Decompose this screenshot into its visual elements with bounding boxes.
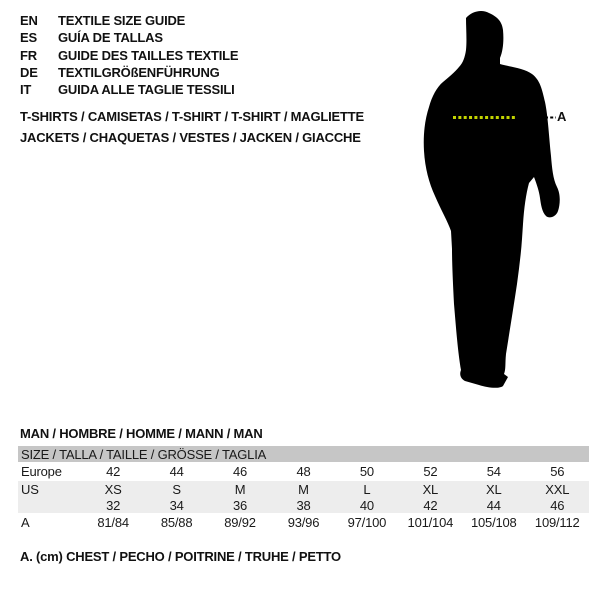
size-cell: 34 <box>145 497 208 513</box>
size-cell: XL <box>462 481 525 497</box>
man-silhouette-shape <box>424 11 560 388</box>
size-cell: 93/96 <box>272 513 335 532</box>
category-line-tshirts: T-SHIRTS / CAMISETAS / T-SHIRT / T-SHIRT / MAGLIETTE <box>20 109 364 124</box>
size-cell: 36 <box>208 497 271 513</box>
size-cell: 89/92 <box>208 513 271 532</box>
size-cell: 42 <box>399 497 462 513</box>
language-row <box>20 81 238 98</box>
row-label: Europe <box>18 462 81 481</box>
language-row <box>20 29 238 46</box>
man-silhouette <box>420 8 570 400</box>
size-cell: 46 <box>208 462 271 481</box>
language-code: DE <box>20 64 38 80</box>
size-cell: 44 <box>462 497 525 513</box>
size-cell: XS <box>81 481 144 497</box>
language-title: GUIDE DES TAILLES TEXTILE <box>58 47 239 63</box>
size-cell: 48 <box>272 462 335 481</box>
garment-categories <box>20 106 364 148</box>
size-cell: 40 <box>335 497 398 513</box>
language-row <box>20 12 238 29</box>
size-cell: XL <box>399 481 462 497</box>
size-cell: 56 <box>526 462 590 481</box>
language-code: FR <box>20 47 37 63</box>
size-cell: M <box>208 481 271 497</box>
measurement-footnote: A. (cm) CHEST / PECHO / POITRINE / TRUHE / PETTO <box>20 549 341 564</box>
size-table <box>18 446 589 532</box>
size-cell: 81/84 <box>81 513 144 532</box>
size-cell: 42 <box>81 462 144 481</box>
measurement-figure <box>420 8 600 400</box>
size-cell: 85/88 <box>145 513 208 532</box>
size-cell: 32 <box>81 497 144 513</box>
section-title-man: MAN / HOMBRE / HOMME / MANN / MAN <box>20 426 263 441</box>
size-cell: 52 <box>399 462 462 481</box>
size-table-header: SIZE / TALLA / TAILLE / GRÖSSE / TAGLIA <box>18 446 589 462</box>
table-row-us-letter <box>18 481 589 497</box>
row-label <box>18 497 81 513</box>
language-row <box>20 47 238 64</box>
language-title: GUIDA ALLE TAGLIE TESSILI <box>58 82 235 98</box>
language-row <box>20 64 238 81</box>
category-line-jackets: JACKETS / CHAQUETAS / VESTES / JACKEN / GIACCHE <box>20 130 361 145</box>
size-cell: 46 <box>526 497 590 513</box>
size-cell: S <box>145 481 208 497</box>
language-code: ES <box>20 30 37 46</box>
language-title-list <box>20 12 238 98</box>
size-cell: L <box>335 481 398 497</box>
table-row-us-numeric <box>18 497 589 513</box>
language-title: TEXTILGRÖßENFÜHRUNG <box>58 64 220 80</box>
measurement-letter-label: A <box>557 109 567 124</box>
table-row-europe <box>18 462 589 481</box>
size-cell: 44 <box>145 462 208 481</box>
row-label: US <box>18 481 81 497</box>
table-row-chest-cm <box>18 513 589 532</box>
language-code: EN <box>20 13 38 28</box>
size-cell: XXL <box>526 481 590 497</box>
size-cell: 38 <box>272 497 335 513</box>
language-title: GUÍA DE TALLAS <box>58 30 163 46</box>
size-cell: 97/100 <box>335 513 398 532</box>
row-label: A <box>18 513 81 532</box>
size-cell: M <box>272 481 335 497</box>
size-table-header-row <box>18 446 589 462</box>
size-cell: 54 <box>462 462 525 481</box>
language-code: IT <box>20 82 32 98</box>
size-cell: 101/104 <box>399 513 462 532</box>
size-cell: 109/112 <box>526 513 590 532</box>
size-cell: 105/108 <box>462 513 525 532</box>
language-title: TEXTILE SIZE GUIDE <box>58 13 186 28</box>
size-cell: 50 <box>335 462 398 481</box>
